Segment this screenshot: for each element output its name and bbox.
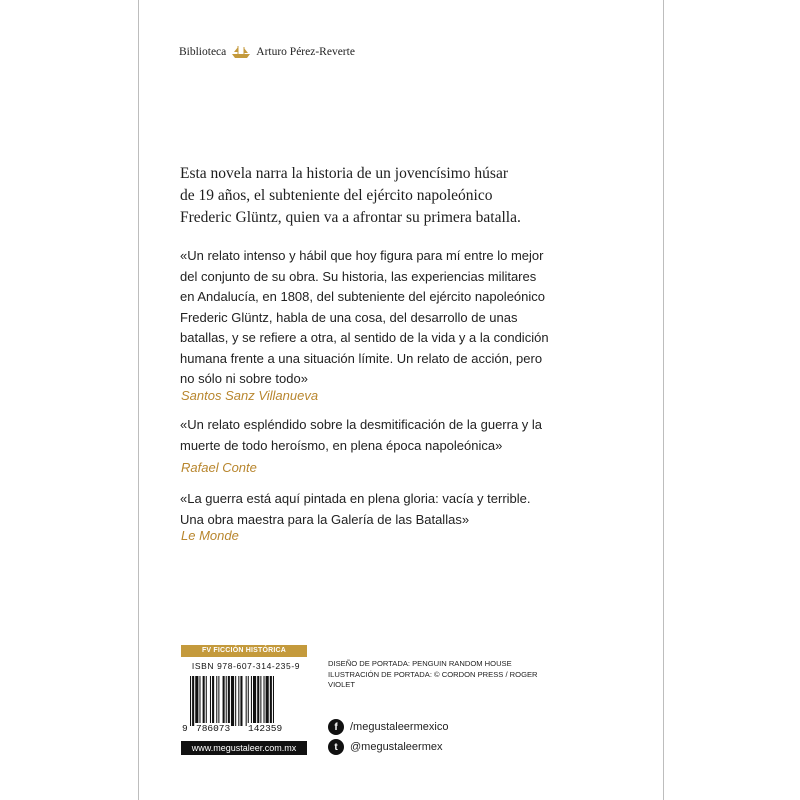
series-header — [179, 45, 355, 59]
isbn-label: ISBN 978-607-314-235-9 — [191, 661, 301, 671]
facebook-handle: /megustaleermexico — [350, 721, 449, 733]
barcode-bar — [206, 676, 207, 726]
barcode-bar — [228, 676, 230, 726]
barcode — [190, 676, 302, 726]
barcode-left-digits: 786073 — [196, 723, 231, 734]
credit-line: ILUSTRACIÓN DE PORTADA: © CORDON PRESS / ROGER — [328, 669, 538, 679]
barcode-bar — [273, 676, 274, 726]
cover-credits — [328, 659, 558, 691]
credit-line: DISEÑO DE PORTADA: PENGUIN RANDOM HOUSE — [328, 659, 512, 668]
synopsis — [180, 163, 560, 229]
barcode-bar — [266, 676, 269, 726]
facebook-link[interactable] — [328, 719, 448, 735]
barcode-bar — [238, 676, 239, 726]
quote-line: humana frente a una situación límite. Un relato de acción, pero — [180, 350, 543, 366]
synopsis-line: de 19 años, el subteniente del ejército napoleónico — [180, 187, 493, 204]
barcode-bar — [251, 676, 252, 726]
review-author-1: Santos Sanz Villanueva — [181, 388, 319, 403]
quote-line: muerte de todo heroísmo, en plena época napoleónica» — [180, 437, 503, 453]
genre-band: FV FICCIÓN HISTÓRICA — [181, 645, 307, 657]
facebook-icon: f — [328, 719, 344, 735]
barcode-bar — [210, 676, 211, 726]
review-quote-3 — [180, 489, 560, 530]
barcode-bar — [264, 676, 265, 726]
twitter-handle: @megustaleermex — [350, 741, 443, 753]
quote-line: «Un relato intenso y hábil que hoy figura para mí entre lo mejor — [180, 248, 544, 263]
barcode-bar — [216, 676, 217, 726]
quote-line: «La guerra está aquí pintada en plena gloria: vacía y terrible. — [180, 491, 531, 506]
barcode-bar — [226, 676, 227, 726]
quote-line: «Un relato espléndido sobre la desmitificación de la guerra y la — [180, 417, 543, 432]
quote-line: Frederic Glüntz, habla de una cosa, del desarrollo de unas — [180, 309, 518, 325]
barcode-bar — [253, 676, 256, 726]
quote-line: batallas, y se refiere a otra, al sentido de la vida y a la condición — [180, 330, 549, 345]
quote-line: en Andalucía, en 1808, del subteniente del ejército napoleónico — [180, 289, 546, 304]
barcode-bar — [260, 676, 261, 726]
barcode-digits — [181, 723, 307, 735]
barcode-right-digits: 142359 — [248, 723, 283, 734]
review-quote-2 — [180, 415, 560, 456]
quote-line: del conjunto de su obra. Su historia, las experiencias militares — [180, 268, 537, 284]
credit-line: VIOLET — [328, 680, 356, 689]
barcode-bar — [235, 676, 236, 726]
barcode-bar — [257, 676, 259, 726]
review-author-3: Le Monde — [181, 528, 239, 543]
quote-line: no sólo ni sobre todo» — [180, 371, 308, 386]
barcode-bar — [199, 676, 200, 726]
barcode-bar — [223, 676, 225, 726]
barcode-bar — [246, 676, 247, 726]
barcode-bar — [192, 676, 194, 726]
synopsis-line: Esta novela narra la historia de un jovencísimo húsar — [180, 165, 508, 182]
twitter-link[interactable] — [328, 739, 442, 755]
series-author-label: Arturo Pérez-Reverte — [256, 46, 355, 58]
barcode-bar — [270, 676, 272, 726]
quote-line: Una obra maestra para la Galería de las Batallas» — [180, 511, 470, 527]
barcode-bar — [240, 676, 242, 726]
website-link[interactable]: www.megustaleer.com.mx — [181, 741, 307, 755]
review-quote-1 — [180, 246, 560, 390]
barcode-bar — [195, 676, 198, 726]
ship-icon — [230, 45, 252, 59]
barcode-bar — [212, 676, 214, 726]
barcode-bar — [248, 676, 249, 726]
twitter-icon: t — [328, 739, 344, 755]
barcode-bar — [203, 676, 205, 726]
review-author-2: Rafael Conte — [181, 460, 257, 475]
synopsis-line: Frederic Glüntz, quien va a afrontar su primera batalla. — [180, 209, 521, 226]
barcode-bar — [231, 676, 234, 726]
series-library-label: Biblioteca — [179, 46, 227, 58]
barcode-first-digit: 9 — [182, 723, 188, 734]
barcode-bar — [190, 676, 191, 726]
barcode-bar — [218, 676, 219, 726]
